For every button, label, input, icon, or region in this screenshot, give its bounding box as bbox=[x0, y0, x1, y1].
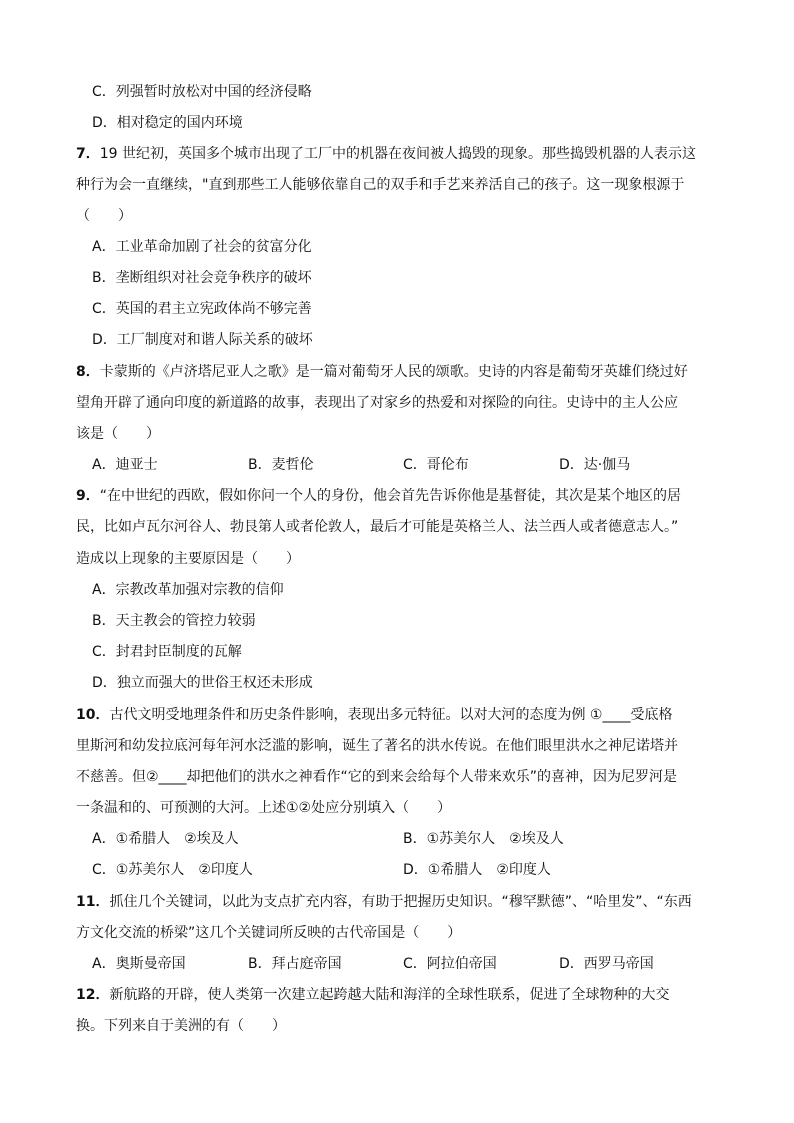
question-text: 卡蒙斯的《卢济塔尼亚人之歌》是一篇对葡萄牙人民的颂歌。史诗的内容是葡萄牙英雄们绕过好 bbox=[99, 364, 688, 380]
question-9-option-a: A．宗教改革加强对宗教的信仰 bbox=[92, 582, 284, 598]
question-11-option-b: B．拜占庭帝国 bbox=[248, 956, 342, 972]
question-text: 古代文明受地理条件和历史条件影响，表现出多元特征。以对大河的态度为例 ①____受底格 bbox=[109, 707, 673, 723]
question-10-option-c: C．①苏美尔人 ②印度人 bbox=[92, 862, 253, 878]
question-9-option-d: D．独立而强大的世俗王权还未形成 bbox=[92, 675, 313, 691]
question-number: 11． bbox=[76, 894, 110, 910]
question-9-option-c: C．封君封臣制度的瓦解 bbox=[92, 644, 242, 660]
question-12-line-2: 换。下列来自于美洲的有（ ） bbox=[76, 1018, 286, 1034]
question-number: 10． bbox=[76, 707, 110, 723]
question-8-line-1 bbox=[76, 362, 688, 382]
question-9-line-2: 民，比如卢瓦尔河谷人、勃艮第人或者伦敦人，最后才可能是英格兰人、法兰西人或者德意志人。” bbox=[76, 519, 679, 535]
question-10-option-a: A．①希腊人 ②埃及人 bbox=[92, 831, 239, 847]
question-8-option-d: D．达·伽马 bbox=[559, 457, 631, 473]
question-8-line-3: 该是（ ） bbox=[76, 426, 160, 442]
question-text: 19 世纪初，英国多个城市出现了工厂中的机器在夜间被人捣毁的现象。那些捣毁机器的人表示这 bbox=[99, 146, 697, 162]
question-10-option-d: D．①希腊人 ②印度人 bbox=[403, 862, 551, 878]
question-12-line-1 bbox=[76, 985, 669, 1005]
question-7-line-1 bbox=[76, 144, 696, 164]
question-8-option-c: C．哥伦布 bbox=[403, 457, 469, 473]
question-9-line-3: 造成以上现象的主要原因是（ ） bbox=[76, 551, 300, 567]
question-9-option-b: B．天主教会的管控力较弱 bbox=[92, 613, 256, 629]
question-11-line-1 bbox=[76, 892, 692, 912]
question-number: 7． bbox=[76, 146, 100, 162]
question-7-line-2: 种行为会一直继续，"直到那些工人能够依靠自己的双手和手艺来养活自己的孩子。这一现象根源于 bbox=[76, 177, 685, 193]
question-10-line-3: 不慈善。但②____却把他们的洪水之神看作“它的到来会给每个人带来欢乐”的喜神，因为尼罗河是 bbox=[76, 769, 678, 785]
question-8-option-a: A．迪亚士 bbox=[92, 457, 158, 473]
question-number: 8． bbox=[76, 364, 100, 380]
question-9-line-1 bbox=[76, 486, 681, 506]
question-7-line-3: （ ） bbox=[76, 208, 132, 224]
question-8-option-b: B．麦哲伦 bbox=[248, 457, 314, 473]
question-7-option-d: D．工厂制度对和谐人际关系的破坏 bbox=[92, 332, 313, 348]
question-text: 抓住几个关键词，以此为支点扩充内容，有助于把握历史知识。“穆罕默德”、“哈里发”、“东西 bbox=[109, 894, 692, 910]
question-text: “在中世纪的西欧，假如你问一个人的身份，他会首先告诉你他是基督徒，其次是某个地区的居 bbox=[99, 488, 682, 504]
option-c: C．列强暂时放松对中国的经济侵略 bbox=[92, 84, 312, 100]
question-11-option-d: D．西罗马帝国 bbox=[559, 956, 654, 972]
question-7-option-a: A．工业革命加剧了社会的贫富分化 bbox=[92, 239, 312, 255]
question-number: 9． bbox=[76, 488, 100, 504]
question-number: 12． bbox=[76, 987, 110, 1003]
question-10-line-4: 一条温和的、可预测的大河。上述①②处应分别填入（ ） bbox=[76, 800, 452, 816]
question-text: 新航路的开辟，使人类第一次建立起跨越大陆和海洋的全球性联系，促进了全球物种的大交 bbox=[109, 987, 670, 1003]
question-10-option-b: B．①苏美尔人 ②埃及人 bbox=[403, 831, 564, 847]
question-11-option-a: A．奥斯曼帝国 bbox=[92, 956, 186, 972]
option-d: D．相对稳定的国内环境 bbox=[92, 115, 243, 131]
question-7-option-b: B．垄断组织对社会竞争秩序的破坏 bbox=[92, 270, 312, 286]
question-10-line-1 bbox=[76, 705, 672, 725]
question-7-option-c: C．英国的君主立宪政体尚不够完善 bbox=[92, 301, 312, 317]
question-11-line-2: 方文化交流的桥梁”这几个关键词所反映的古代帝国是（ ） bbox=[76, 925, 462, 941]
question-10-line-2: 里斯河和幼发拉底河每年河水泛滥的影响，诞生了著名的洪水传说。在他们眼里洪水之神尼诺塔并 bbox=[76, 738, 678, 754]
question-11-option-c: C．阿拉伯帝国 bbox=[403, 956, 497, 972]
question-8-line-2: 望角开辟了通向印度的新道路的故事，表现出了对家乡的热爱和对探险的向往。史诗中的主人公应 bbox=[76, 395, 678, 411]
